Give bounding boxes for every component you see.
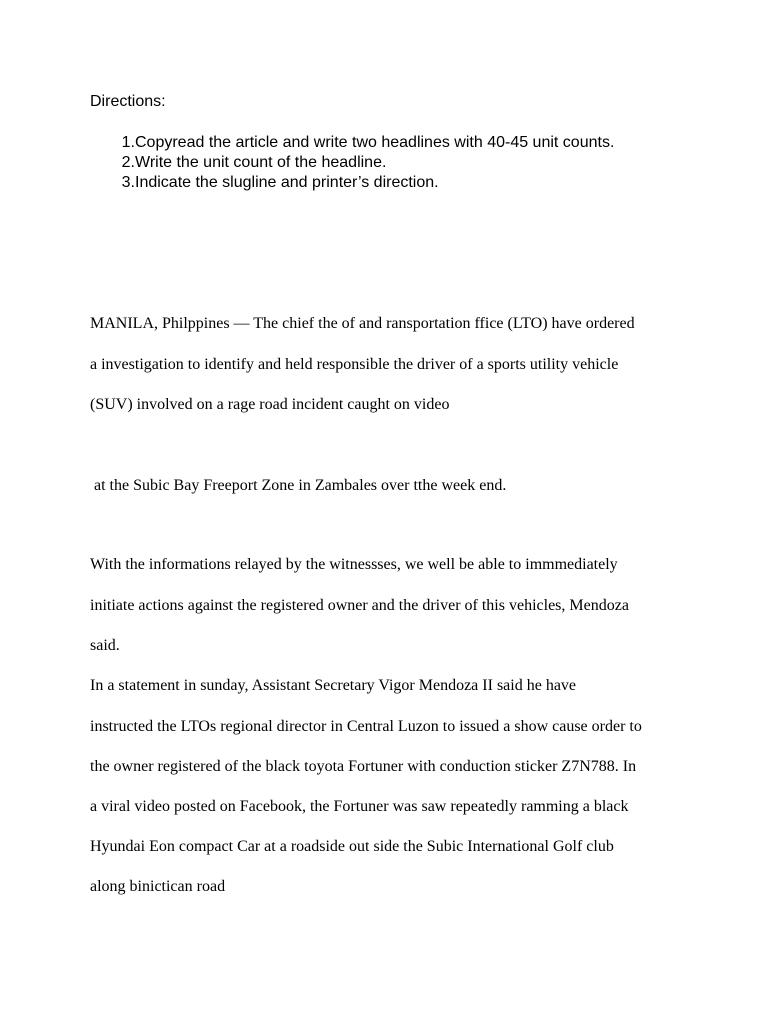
list-item-text: Copyread the article and write two headlines with 40-45 unit counts.: [135, 134, 615, 151]
directions-list: [90, 133, 614, 193]
article-line: a viral video posted on Facebook, the Fortuner was saw repeatedly ramming a black: [90, 798, 629, 815]
article-line: instructed the LTOs regional director in Central Luzon to issued a show cause order to: [90, 718, 642, 735]
list-number: 3.: [121, 174, 135, 191]
list-number: 1.: [121, 134, 135, 151]
article-line: Hyundai Eon compact Car at a roadside out side the Subic International Golf club: [90, 838, 614, 855]
list-item-text: Indicate the slugline and printer’s direction.: [135, 174, 439, 191]
article-line: MANILA, Philppines — The chief the of and ransportation ffice (LTO) have ordered: [90, 315, 635, 332]
directions-item: [90, 153, 614, 173]
list-number: 2.: [121, 154, 135, 171]
article-line: (SUV) involved on a rage road incident caught on video: [90, 396, 450, 413]
article-line: a investigation to identify and held responsible the driver of a sports utility vehicle: [90, 356, 619, 373]
directions-heading: Directions:: [90, 93, 166, 110]
directions-item: [90, 133, 614, 153]
article-line: In a statement in sunday, Assistant Secretary Vigor Mendoza II said he have: [90, 677, 577, 694]
article-line: With the informations relayed by the witnessses, we well be able to immmediately: [90, 556, 618, 573]
article-line: said.: [90, 637, 120, 654]
article-line: the owner registered of the black toyota Fortuner with conduction sticker Z7N788. In: [90, 758, 637, 775]
list-item-text: Write the unit count of the headline.: [135, 154, 387, 171]
article-line: at the Subic Bay Freeport Zone in Zambales over tthe week end.: [90, 477, 507, 494]
article-line: initiate actions against the registered owner and the driver of this vehicles, Mendoza: [90, 597, 629, 614]
article-line: along binictican road: [90, 878, 226, 895]
directions-item: [90, 173, 614, 193]
